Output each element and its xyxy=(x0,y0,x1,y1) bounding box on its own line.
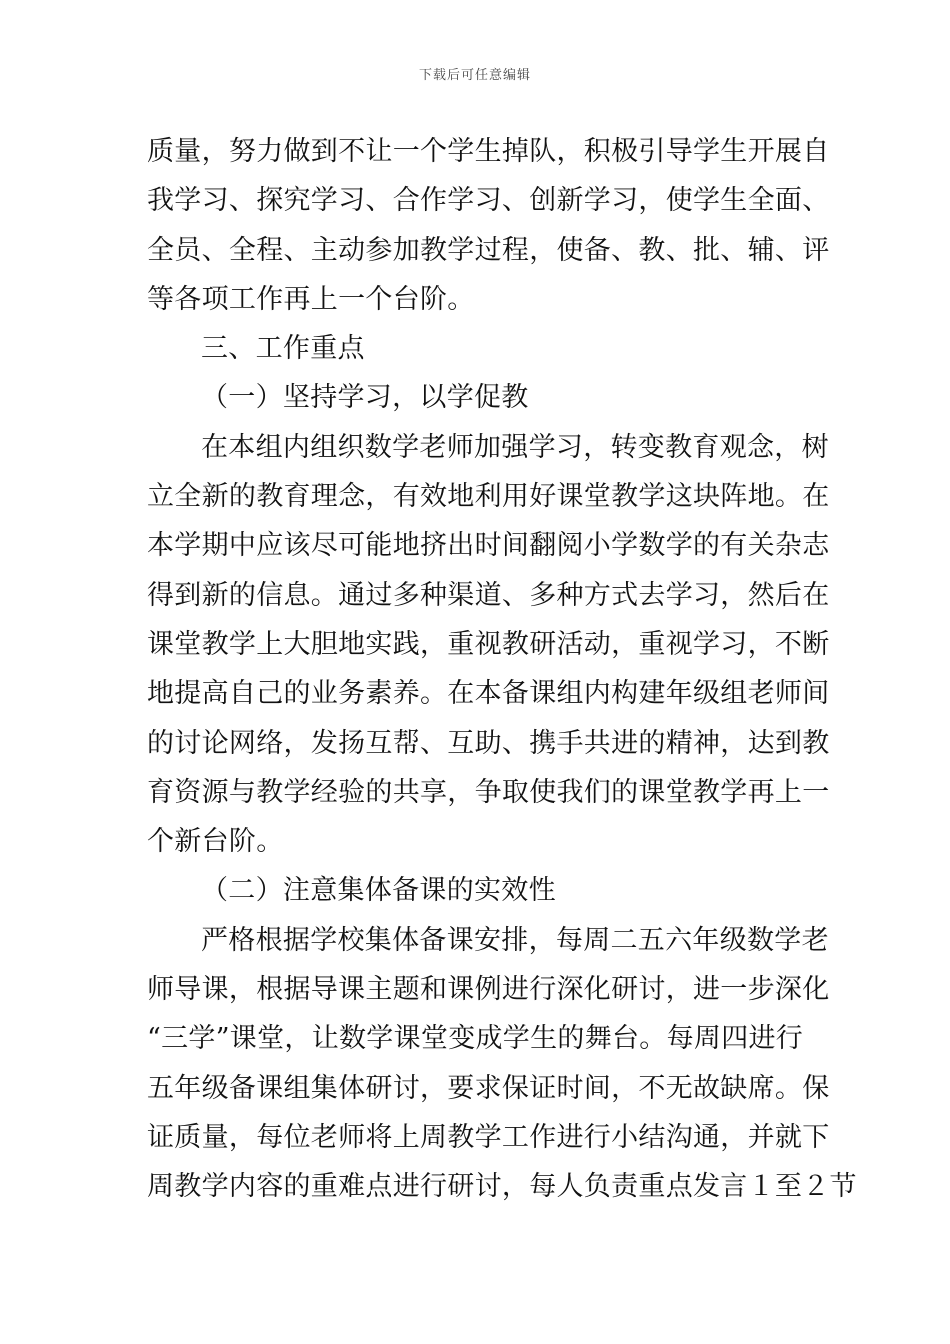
paragraph-line: 五年级备课组集体研讨，要求保证时间，不无故缺席。保 xyxy=(147,1072,830,1104)
paragraph-line: 严格根据学校集体备课安排，每周二五六年级数学老 xyxy=(201,924,829,956)
paragraph-line: 课堂教学上大胆地实践，重视教研活动，重视学习，不断 xyxy=(147,628,830,660)
paragraph-line: 育资源与教学经验的共享，争取使我们的课堂教学再上一 xyxy=(147,776,830,808)
paragraph-line: 周教学内容的重难点进行研讨，每人负责重点发言１至２节 xyxy=(147,1171,857,1203)
paragraph-line: 地提高自己的业务素养。在本备课组内构建年级组老师间 xyxy=(147,678,830,710)
paragraph-line: 证质量，每位老师将上周教学工作进行小结沟通，并就下 xyxy=(147,1121,830,1153)
paragraph-line: 立全新的教育理念，有效地利用好课堂教学这块阵地。在 xyxy=(147,481,830,513)
paragraph-line: 在本组内组织数学老师加强学习，转变教育观念，树 xyxy=(201,431,829,463)
page-header: 下载后可任意编辑 xyxy=(418,68,531,83)
paragraph-line: 等各项工作再上一个台阶。 xyxy=(147,283,475,315)
paragraph-line: 我学习、探究学习、合作学习、创新学习，使学生全面、 xyxy=(147,185,830,217)
paragraph-line: 本学期中应该尽可能地挤出时间翻阅小学数学的有关杂志 xyxy=(147,530,830,562)
paragraph-line: 师导课，根据导课主题和课例进行深化研讨，进一步深化 xyxy=(147,974,830,1006)
paragraph-line: 的讨论网络，发扬互帮、互助、携手共进的精神，达到教 xyxy=(147,727,830,759)
paragraph-line: 质量，努力做到不让一个学生掉队，积极引导学生开展自 xyxy=(147,136,830,167)
section-heading: 三、工作重点 xyxy=(201,333,365,365)
subsection-heading: （一）坚持学习，以学促教 xyxy=(201,382,529,414)
paragraph-line: “三学”课堂，让数学课堂变成学生的舞台。每周四进行 xyxy=(147,1023,804,1055)
subsection-heading: （二）注意集体备课的实效性 xyxy=(201,875,556,907)
paragraph-line: 全员、全程、主动参加教学过程，使备、教、批、辅、评 xyxy=(147,234,830,266)
document-body xyxy=(147,127,857,1212)
paragraph-line: 得到新的信息。通过多种渠道、多种方式去学习，然后在 xyxy=(147,579,830,611)
paragraph-line: 个新台阶。 xyxy=(147,826,284,858)
